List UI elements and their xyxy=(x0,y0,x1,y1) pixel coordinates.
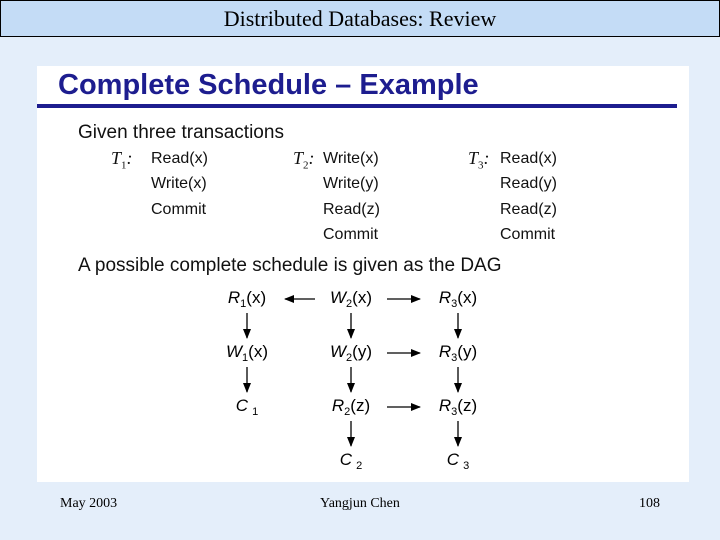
transaction-t3-op: Read(z) xyxy=(500,201,557,218)
transaction-t2-label: $T_2$: xyxy=(293,148,315,172)
schedule-dag xyxy=(37,66,689,482)
transaction-t2-op: Commit xyxy=(323,226,379,243)
transaction-t3-label: $T_3$: xyxy=(468,148,490,172)
transaction-t1-op: Read(x) xyxy=(151,150,208,167)
slide-header-title: Distributed Databases: Review xyxy=(223,6,497,31)
dag-node-w2x: $W_2(x)$ xyxy=(330,288,372,310)
footer-author: Yangjun Chen xyxy=(320,496,400,511)
transaction-t2-op: Write(y) xyxy=(323,175,379,192)
dag-node-c1: C $_1$ xyxy=(235,396,259,418)
dag-node-r3y: $R_3(y)$ xyxy=(438,342,478,364)
dag-node-r2z: $R_2(z)$ xyxy=(331,396,371,418)
slide-title-bar xyxy=(0,0,720,37)
dag-intro-text: A possible complete schedule is given as the DAG xyxy=(78,255,502,276)
transaction-t2-op: Read(z) xyxy=(323,201,380,218)
dag-node-c3: C $_3$ xyxy=(446,450,470,472)
transaction-t2-op: Write(x) xyxy=(323,150,379,167)
slide-content xyxy=(37,66,689,482)
transaction-t1-label: $T_1$: xyxy=(111,148,133,172)
footer-page-number: 108 xyxy=(639,496,660,511)
footer-date: May 2003 xyxy=(60,496,118,511)
slide-heading: Complete Schedule – Example xyxy=(58,69,479,101)
dag-node-c2: C $_2$ xyxy=(339,450,363,472)
transaction-t1-op: Commit xyxy=(151,201,207,218)
dag-node-r1x: $R_1(x)$ xyxy=(227,288,267,310)
dag-node-w2y: $W_2(y)$ xyxy=(330,342,372,364)
dag-node-r3x: $R_3(x)$ xyxy=(438,288,478,310)
transaction-t3-op: Read(x) xyxy=(500,150,557,167)
dag-node-r3z: $R_3(z)$ xyxy=(438,396,478,418)
intro-text: Given three transactions xyxy=(78,122,284,143)
transaction-t3-op: Commit xyxy=(500,226,556,243)
dag-node-w1x: $W_1(x)$ xyxy=(226,342,268,364)
transaction-t3-op: Read(y) xyxy=(500,175,557,192)
transaction-t1-op: Write(x) xyxy=(151,175,207,192)
